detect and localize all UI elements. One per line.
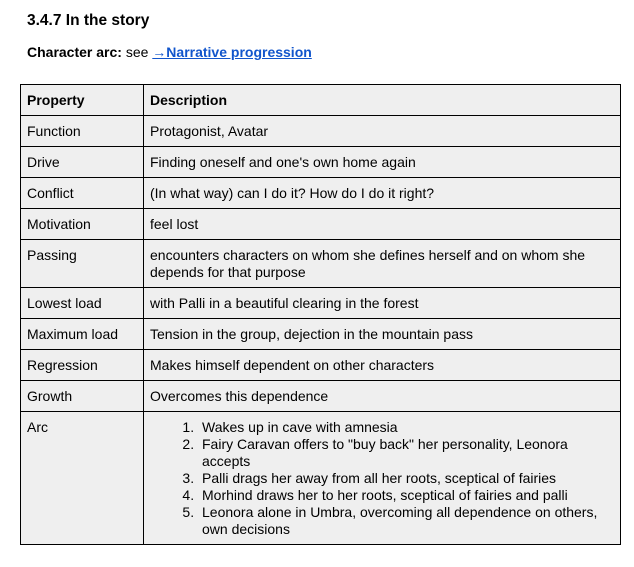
narrative-progression-link[interactable]: →Narrative progression [152, 44, 312, 60]
table-row [21, 240, 621, 288]
table-header-row [21, 85, 621, 116]
description-cell: feel lost [144, 209, 621, 240]
section-heading: 3.4.7 In the story [27, 12, 150, 29]
table-row [21, 288, 621, 319]
properties-table [20, 84, 621, 545]
property-cell: Lowest load [21, 288, 144, 319]
description-cell: Tension in the group, dejection in the mountain pass [144, 319, 621, 350]
table-row [21, 147, 621, 178]
table-row [21, 381, 621, 412]
table-row-arc [21, 412, 621, 545]
arc-description-cell [144, 412, 621, 545]
arc-list-item: 5. Leonora alone in Umbra, overcoming all dependence on others, own decisions [198, 504, 614, 538]
arc-list-item: 1. Wakes up in cave with amnesia [198, 419, 614, 436]
arc-list-item: 2. Fairy Caravan offers to "buy back" her personality, Leonora accepts [198, 436, 614, 470]
property-cell: Regression [21, 350, 144, 381]
description-cell: (In what way) can I do it? How do I do it right? [144, 178, 621, 209]
table-row [21, 178, 621, 209]
description-cell: Makes himself dependent on other characters [144, 350, 621, 381]
property-cell: Arc [21, 412, 144, 545]
property-cell: Conflict [21, 178, 144, 209]
arc-list-item: 4. Morhind draws her to her roots, sceptical of fairies and palli [198, 487, 614, 504]
table-row [21, 319, 621, 350]
header-property: Property [21, 85, 144, 116]
property-cell: Passing [21, 240, 144, 288]
property-cell: Maximum load [21, 319, 144, 350]
table-row [21, 350, 621, 381]
description-cell: with Palli in a beautiful clearing in the forest [144, 288, 621, 319]
property-cell: Drive [21, 147, 144, 178]
description-cell: Finding oneself and one's own home again [144, 147, 621, 178]
character-arc-label: Character arc: [27, 44, 122, 60]
character-arc-line [27, 44, 312, 60]
property-cell: Function [21, 116, 144, 147]
description-cell: Overcomes this dependence [144, 381, 621, 412]
table-row [21, 116, 621, 147]
see-text: see [125, 44, 149, 60]
arc-list-item: 3. Palli drags her away from all her roots, sceptical of fairies [198, 470, 614, 487]
description-cell: encounters characters on whom she defines herself and on whom she depends for that purpose [144, 240, 621, 288]
property-cell: Motivation [21, 209, 144, 240]
header-description: Description [144, 85, 621, 116]
property-cell: Growth [21, 381, 144, 412]
arc-list [150, 419, 614, 538]
table-row [21, 209, 621, 240]
description-cell: Protagonist, Avatar [144, 116, 621, 147]
